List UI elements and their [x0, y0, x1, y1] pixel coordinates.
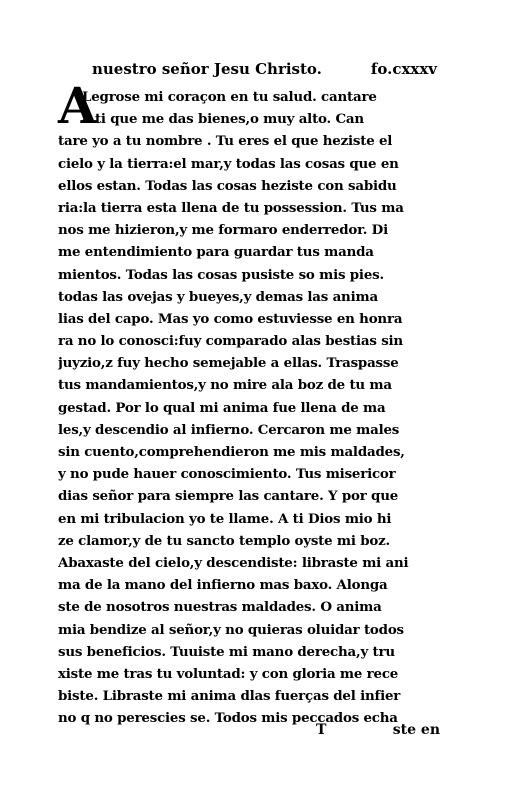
text-line: en mi tribulacion yo te llame. A ti Dios mio hi: [58, 510, 392, 527]
text-line: Abaxaste del cielo,y descendiste: libraste mi ani: [58, 554, 409, 571]
text-line: ze clamor,y de tu sancto templo oyste mi boz.: [58, 532, 391, 549]
folio-number: fo.cxxxv: [370, 60, 437, 78]
text-line: ste de nosotros nuestras maldades. O anima: [58, 599, 382, 616]
text-line: dias señor para siempre las cantare. Y por que: [58, 488, 399, 505]
text-line: todas las ovejas y bueyes,y demas las anima: [58, 288, 378, 305]
text-line: me entendimiento para guardar tus manda: [58, 244, 374, 261]
text-line: juyzio,z fuy hecho semejable a ellas. Traspasse: [58, 355, 399, 372]
body-text: [58, 76, 438, 729]
text-line: a ti que me das bienes,o muy alto. Can: [82, 111, 364, 128]
text-line: biste. Libraste mi anima dlas fuerças del infier: [58, 688, 401, 705]
text-line: mientos. Todas las cosas pusiste so mis pies.: [58, 266, 384, 283]
text-line: ma de la mano del infierno mas baxo. Alonga: [58, 577, 388, 594]
text-line: lias del capo. Mas yo como estuviesse en honra: [58, 310, 403, 327]
decorated-initial-letter: A: [58, 76, 97, 135]
catchword: ste en: [392, 722, 440, 738]
text-line: xiste me tras tu voluntad: y con gloria me rece: [58, 665, 399, 682]
text-line: tus mandamientos,y no mire ala boz de tu ma: [58, 377, 392, 394]
text-line: ellos estan. Todas las cosas heziste con sabidu: [58, 177, 397, 194]
text-line: y no pude hauer conoscimiento. Tus misericor: [58, 466, 396, 483]
signature-mark: T: [316, 722, 327, 738]
text-line: les,y descendio al infierno. Cercaron me males: [58, 421, 400, 438]
text-line: no q no perescies se. Todos mis peccados echa: [58, 710, 398, 727]
text-line: gestad. Por lo qual mi anima fue llena de ma: [58, 399, 386, 416]
catchword-line: [290, 718, 440, 742]
text-line: cielo y la tierra:el mar,y todas las cosas que en: [58, 155, 399, 172]
text-line: sus beneficios. Tuuiste mi mano derecha,y tru: [58, 643, 395, 660]
text-line: ria:la tierra esta llena de tu possession. Tus ma: [58, 199, 404, 216]
text-line: mia bendize al señor,y no quieras oluidar todos: [58, 621, 404, 638]
running-head: [92, 58, 437, 80]
text-line: Legrose mi coraçon en tu salud. cantare: [82, 89, 377, 105]
text-line: tare yo a tu nombre . Tu eres el que heziste el: [58, 133, 393, 150]
running-head-title: nuestro señor Jesu Christo.: [92, 60, 322, 78]
text-line: sin cuento,comprehendieron me mis maldades,: [58, 444, 405, 460]
text-line: nos me hizieron,y me formaro enderredor. Di: [58, 222, 388, 239]
text-line: ra no lo conosci:fuy comparado alas bestias sin: [58, 333, 403, 350]
